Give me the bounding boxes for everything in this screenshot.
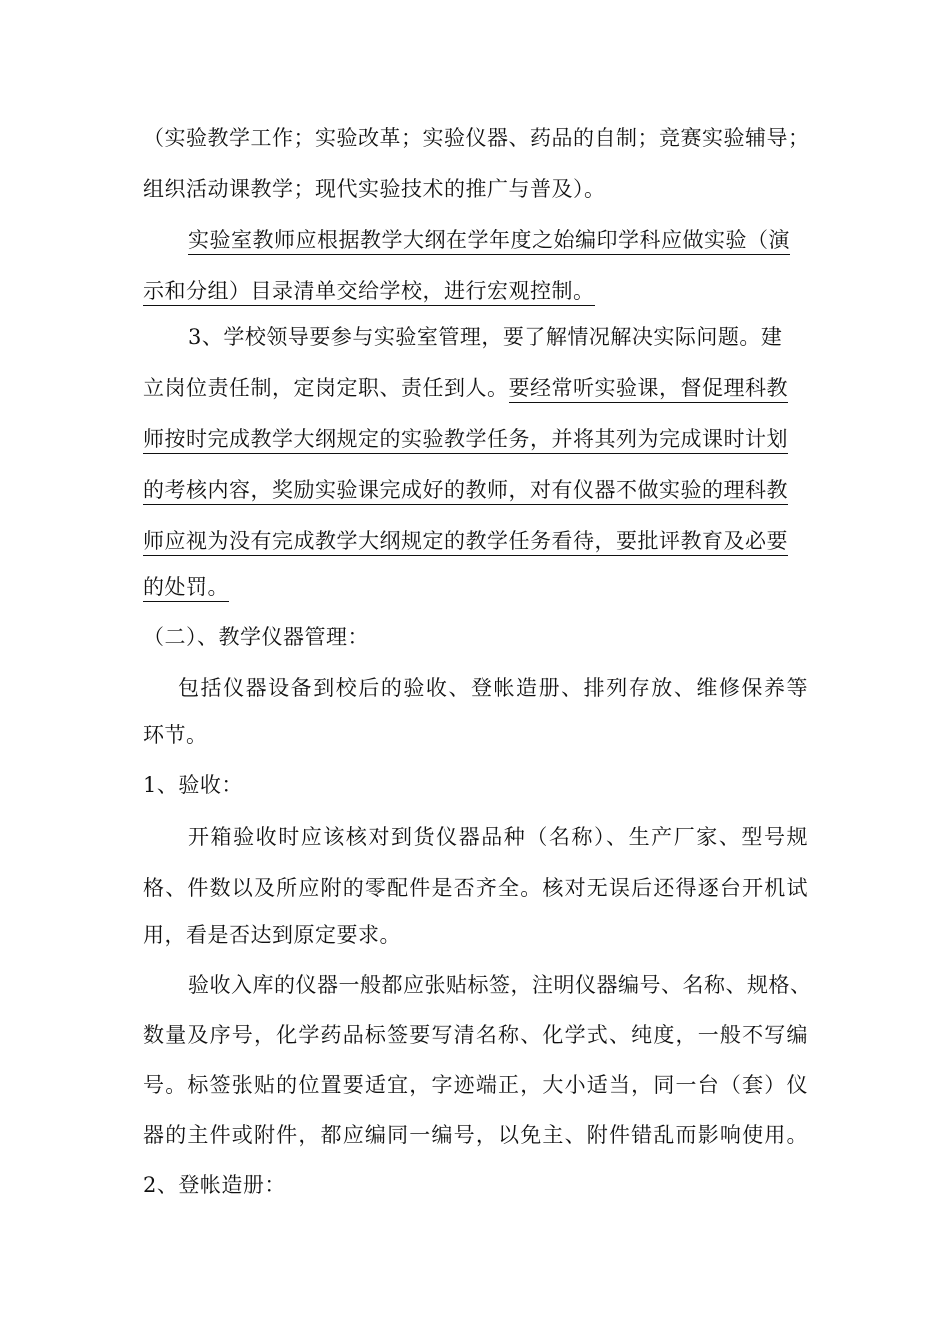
underlined-paragraph-line — [143, 526, 808, 556]
paragraph-line: 验收入库的仪器一般都应张贴标签，注明仪器编号、名称、规格、 — [188, 973, 812, 997]
underlined-text: 的考核内容，奖励实验课完成好的教师，对有仪器不做实验的理科教 — [143, 478, 788, 505]
subsection-heading: 1、验收： — [143, 773, 243, 797]
underlined-text: 示和分组）目录清单交给学校，进行宏观控制。 — [143, 279, 595, 306]
underlined-text: 师按时完成教学大纲规定的实验教学任务，并将其列为完成课时计划 — [143, 427, 788, 454]
underlined-paragraph-line — [143, 572, 808, 602]
underlined-paragraph-line — [143, 424, 808, 454]
paragraph-line: （实验教学工作；实验改革；实验仪器、药品的自制；竞赛实验辅导； — [143, 126, 810, 150]
paragraph-line: 号。标签张贴的位置要适宜，字迹端正，大小适当，同一台（套）仪 — [143, 1073, 808, 1097]
paragraph-line: 包括仪器设备到校后的验收、登帐造册、排列存放、维修保养等 — [178, 676, 808, 700]
paragraph-line: 开箱验收时应该核对到货仪器品种（名称）、生产厂家、型号规 — [188, 825, 808, 849]
paragraph-line: 数量及序号，化学药品标签要写清名称、化学式、纯度，一般不写编 — [143, 1023, 808, 1047]
underlined-paragraph-line — [143, 276, 808, 306]
subsection-heading: 2、登帐造册： — [143, 1173, 286, 1197]
paragraph-line: 3、学校领导要参与实验室管理，要了解情况解决实际问题。建 — [188, 325, 783, 349]
mixed-paragraph-line — [143, 373, 808, 403]
section-heading: （二）、教学仪器管理： — [143, 625, 369, 649]
plain-text: 立岗位责任制，定岗定职、责任到人。 — [143, 376, 509, 400]
paragraph-line: 用，看是否达到原定要求。 — [143, 923, 401, 947]
underlined-text: 实验室教师应根据教学大纲在学年度之始编印学科应做实验（演 — [188, 228, 790, 255]
paragraph-line: 格、件数以及所应附的零配件是否齐全。核对无误后还得逐台开机试 — [143, 876, 808, 900]
underlined-text: 的处罚。 — [143, 575, 229, 602]
paragraph-line: 器的主件或附件，都应编同一编号，以免主、附件错乱而影响使用。 — [143, 1123, 808, 1147]
underlined-text: 要经常听实验课，督促理科教 — [509, 376, 789, 403]
paragraph-line: 组织活动课教学；现代实验技术的推广与普及）。 — [143, 177, 606, 201]
underlined-paragraph-line — [188, 225, 808, 255]
underlined-paragraph-line — [143, 475, 808, 505]
underlined-text: 师应视为没有完成教学大纲规定的教学任务看待，要批评教育及必要 — [143, 529, 788, 556]
paragraph-line: 环节。 — [143, 723, 208, 747]
